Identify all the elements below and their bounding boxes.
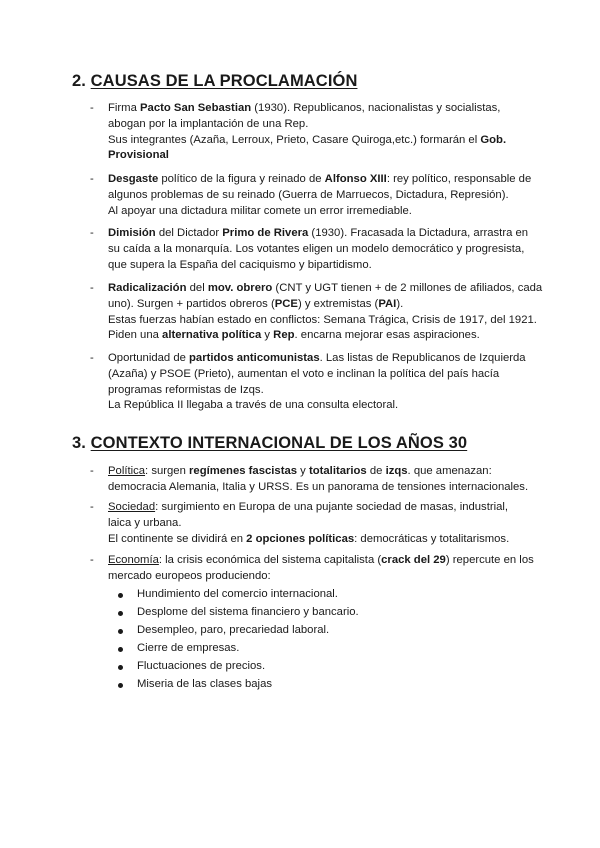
bullet-item: Hundimiento del comercio internacional. [118,587,338,603]
bullet-item: Fluctuaciones de precios. [118,659,265,675]
list-item-text: Radicalización del mov. obrero (CNT y UGT tienen + de 2 millones de afiliados, cada uno). Surgen + partidos obreros (PCE) y extremistas (PAI). Estas fuerzas habían estado en conflictos: Semana Trágica, Crisis de 1917, del 1921. Piden una alternativa política y Rep. encarna mejorar esas aspiraciones. [108,282,543,342]
list-dash: - [90,352,94,364]
list-dash: - [90,102,94,114]
list-item-text: Dimisión del Dictador Primo de Rivera (1930). Fracasada la Dictadura, arrastra en su caída a la monarquía. Los votantes eligen un modelo democrático y progresista, que supera la España del caciquismo y bipartidismo. [108,227,529,271]
section-2-number: 2. [72,72,86,90]
bullet-dot-icon [118,611,123,616]
list-item-text: Firma Pacto San Sebastian (1930). Republicanos, nacionalistas y socialistas, abogan por la implantación de una Rep. Sus integrantes (Azaña, Lerroux, Prieto, Casare Quiroga,etc.) formarán el Gob. Provisional [108,102,507,162]
section-3-number: 3. [72,434,86,452]
list-dash: - [90,227,94,239]
list-item [90,553,534,585]
list-item-text: Sociedad: surgimiento en Europa de una pujante sociedad de masas, industrial, laica y urbana. El continente se dividirá en 2 opciones políticas: democráticas y totalitarismos. [108,501,510,545]
list-item-text: Desgaste político de la figura y reinado de Alfonso XIII: rey político, responsable de algunos problemas de su reinado (Guerra de Marruecos, Dictadura, Represión). Al apoyar una dictadura militar comete un error irremediable. [108,173,532,217]
section-3-title: CONTEXTO INTERNACIONAL DE LOS AÑOS 30 [90,434,468,452]
list-dash: - [90,501,94,513]
list-dash: - [90,282,94,294]
bullet-dot-icon [118,593,123,598]
list-dash: - [90,465,94,477]
bullet-dot-icon [118,629,123,634]
section-2-title: CAUSAS DE LA PROCLAMACIÓN [90,72,358,90]
list-item [90,500,509,547]
list-item-text: Política: surgen regímenes fascistas y totalitarios de izqs. que amenazan: democracia Alemania, Italia y URSS. Es un panorama de tensiones internacionales. [108,465,529,493]
bullet-item: Desempleo, paro, precariedad laboral. [118,623,329,639]
bullet-dot-icon [118,665,123,670]
list-dash: - [90,554,94,566]
list-item [90,226,528,273]
bullet-item: Miseria de las clases bajas [118,677,272,693]
list-item [90,281,542,344]
list-item [90,464,528,496]
list-item-text: Economía: la crisis económica del sistema capitalista (crack del 29) repercute en los mercado europeos produciendo: [108,554,534,582]
bullet-dot-icon [118,647,123,652]
section-3-heading [72,434,467,453]
bullet-item: Desplome del sistema financiero y bancario. [118,605,359,621]
bullet-item: Cierre de empresas. [118,641,239,657]
bullet-dot-icon [118,683,123,688]
list-item [90,172,531,219]
section-2-heading [72,72,357,91]
list-item [90,101,506,164]
list-dash: - [90,173,94,185]
list-item [90,351,526,414]
list-item-text: Oportunidad de partidos anticomunistas. Las listas de Republicanos de Izquierda (Azaña) y PSOE (Prieto), aumentan el voto e inclinan la política del país hacía programas reformistas de Izqs. La República II llegaba a través de una consulta electoral. [108,352,526,412]
